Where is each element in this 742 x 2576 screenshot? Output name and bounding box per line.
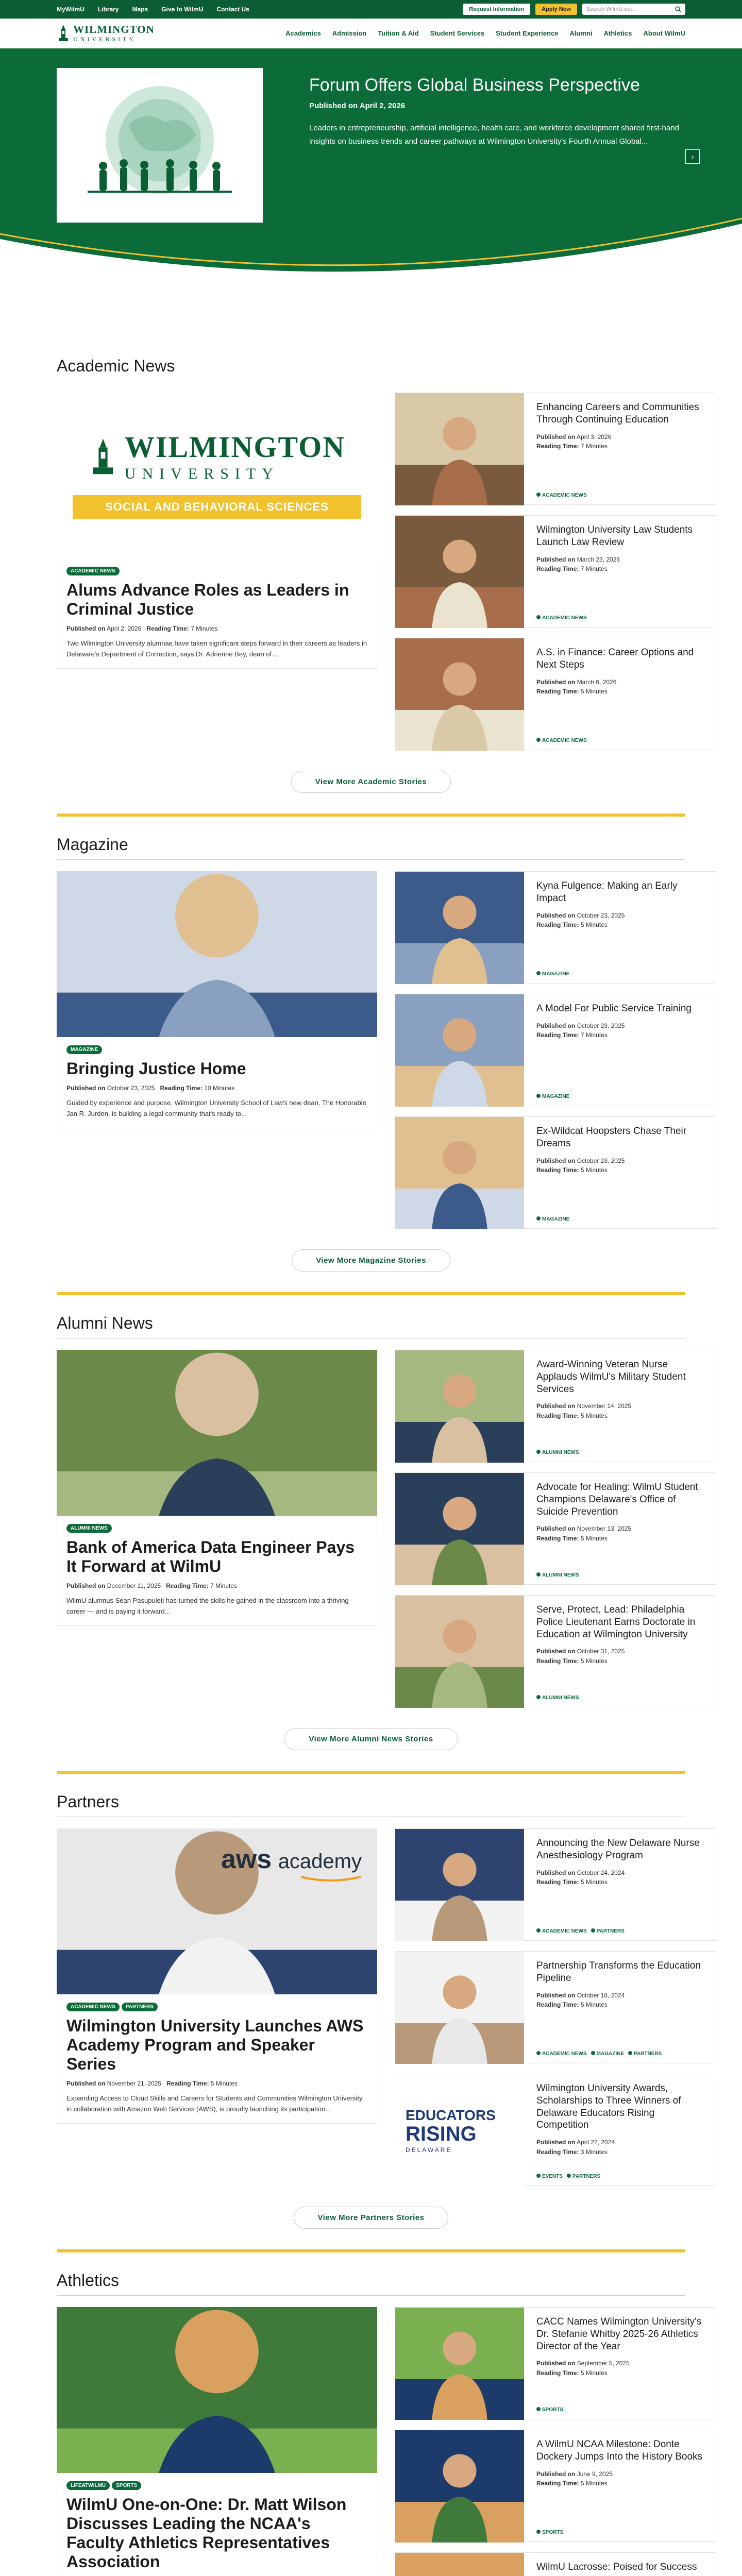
story-card-published: Published on November 13, 2025 [536, 1525, 632, 1533]
section-magazine [0, 817, 742, 1295]
chevron-right-icon[interactable]: › [685, 149, 700, 164]
feature-story-title[interactable]: WilmU One-on-One: Dr. Matt Wilson Discusses Leading the NCAA's Faculty Athletics Representatives Association [66, 2495, 347, 2571]
story-card-body [524, 994, 716, 1106]
story-card-published: Published on April 22, 2024 [536, 2139, 615, 2146]
logo-line2: UNIVERSITY [73, 36, 136, 43]
story-card-reading-time: Reading Time: 5 Minutes [536, 1534, 608, 1542]
university-logo[interactable] [57, 24, 155, 42]
section-academic [0, 296, 742, 817]
story-card-body [524, 1829, 716, 1940]
feature-tags [66, 1523, 367, 1533]
story-card-body [524, 2553, 716, 2576]
hero-text [309, 75, 690, 148]
nav-item-tuition[interactable]: Tuition & Aid [378, 29, 419, 37]
feature-tags [66, 2002, 367, 2011]
feature-story-body [57, 1994, 377, 2124]
story-card-title[interactable]: Serve, Protect, Lead: Philadelphia Police Lieutenant Earns Doctorate in Education at Wilmington University [536, 1604, 696, 1640]
story-card-tags [536, 2174, 707, 2179]
card-tag[interactable]: PARTNERS [591, 1928, 625, 1934]
story-card-published: Published on March 6, 2026 [536, 678, 617, 686]
hero-image[interactable] [57, 68, 263, 223]
section-title: Athletics [57, 2271, 119, 2290]
card-tag[interactable]: MAGAZINE [536, 971, 569, 977]
nav-menu [285, 29, 685, 37]
feature-story-image[interactable] [57, 393, 377, 558]
feature-image-banner: SOCIAL AND BEHAVIORAL SCIENCES [73, 495, 361, 519]
feature-story-image[interactable] [57, 1350, 377, 1516]
story-card-published: Published on October 24, 2024 [536, 1869, 625, 1876]
story-card[interactable] [395, 1951, 716, 2063]
feature-image-wordmark2: UNIVERSITY [124, 465, 279, 482]
hero-title[interactable]: Forum Offers Global Business Perspective [309, 75, 640, 95]
feature-image-aws: aws [221, 1844, 272, 1874]
card-tag[interactable]: PARTNERS [628, 2051, 662, 2057]
nav-item-about[interactable]: About WilmU [643, 29, 685, 37]
story-card-reading-time: Reading Time: 5 Minutes [536, 1657, 608, 1665]
story-card-image[interactable] [395, 1596, 524, 1708]
story-card-reading-time: Reading Time: 7 Minutes [536, 565, 608, 573]
feature-story-image[interactable] [57, 1828, 377, 1994]
story-card-tags [536, 493, 707, 498]
story-card-tags [536, 971, 707, 977]
story-card[interactable] [395, 1472, 716, 1585]
utility-link-library[interactable]: Library [97, 6, 119, 13]
view-more-button[interactable]: View More Partners Stories [294, 2207, 449, 2229]
request-information-button[interactable]: Request Information [463, 4, 530, 15]
story-card[interactable] [395, 638, 716, 750]
feature-story-excerpt: Expanding Access to Cloud Skills and Careers for Students and Communities Wilmington University, in collaboration with Amazon Web Services (AWS), is proudly launching its participation... [66, 2094, 364, 2113]
story-card-title[interactable]: WilmU Lacrosse: Poised for Success [536, 2562, 697, 2572]
main-navigation [0, 19, 742, 48]
feature-story-body [57, 2473, 377, 2576]
story-card-image[interactable] [395, 2553, 524, 2576]
feature-story-excerpt: WilmU alumnus Sean Pasupuleti has turned the skills he gained in the classroom into a thriving career — and is paying it forward... [66, 1597, 349, 1616]
hero-banner [0, 48, 742, 296]
feature-story-meta: Published on November 21, 2025 Reading Time: 5 Minutes [66, 2080, 238, 2088]
feature-tag[interactable]: ACADEMIC NEWS [66, 567, 120, 575]
story-card-published: Published on October 18, 2024 [536, 1991, 625, 1999]
view-more-button[interactable]: View More Alumni News Stories [284, 1728, 457, 1750]
story-card-tags [536, 2407, 707, 2413]
feature-story[interactable] [57, 2307, 377, 2576]
story-card-tags [536, 615, 707, 621]
view-more-button[interactable]: View More Magazine Stories [292, 1249, 450, 1272]
story-card-title[interactable]: Kyna Fulgence: Making an Early Impact [536, 880, 678, 904]
story-card[interactable] [395, 393, 716, 505]
feature-story-body [57, 558, 377, 669]
logo-wordmark [73, 24, 155, 42]
story-card-published: Published on October 23, 2025 [536, 911, 625, 919]
nav-item-academics[interactable]: Academics [285, 29, 321, 37]
search-input[interactable] [582, 4, 685, 15]
story-card-published: Published on October 31, 2025 [536, 1648, 625, 1655]
story-card-body [524, 2074, 716, 2185]
story-card-title[interactable]: Award-Winning Veteran Nurse Applauds WilmU's Military Student Services [536, 1359, 686, 1395]
feature-tag[interactable]: ALUMNI NEWS [66, 1524, 112, 1533]
view-more-wrapper [57, 2207, 685, 2229]
story-card-reading-time: Reading Time: 3 Minutes [536, 2148, 608, 2156]
story-card-reading-time: Reading Time: 7 Minutes [536, 1031, 608, 1039]
story-card-tags [536, 1572, 707, 1578]
story-card-title[interactable]: Partnership Transforms the Education Pipeline [536, 1960, 701, 1984]
story-card[interactable] [395, 2074, 716, 2186]
story-card-tags [536, 1216, 707, 1222]
story-card-published: Published on June 9, 2025 [536, 2470, 613, 2478]
news-sections [0, 296, 742, 2576]
feature-tags [66, 566, 367, 575]
story-card-reading-time: Reading Time: 5 Minutes [536, 1166, 608, 1174]
view-more-wrapper [57, 771, 685, 793]
feature-story-meta: Published on October 23, 2025 Reading Time: 10 Minutes [66, 1084, 234, 1092]
section-grid [57, 1350, 698, 1707]
feature-tag[interactable]: LIFEATWILMU [66, 2481, 110, 2490]
view-more-button[interactable]: View More Academic Stories [291, 771, 451, 793]
search-placeholder: Search WilmU.edu [586, 6, 634, 12]
story-card[interactable] [395, 1116, 716, 1229]
story-card-image[interactable] [395, 2430, 524, 2543]
utility-bar [0, 0, 742, 19]
card-tag[interactable]: EVENTS [536, 2174, 563, 2179]
card-tag[interactable]: ALUMNI NEWS [536, 1572, 579, 1578]
card-tag[interactable]: MAGAZINE [536, 1216, 569, 1222]
story-card-body [524, 2430, 716, 2541]
nav-item-student-experience[interactable]: Student Experience [496, 29, 559, 37]
card-tag[interactable]: ALUMNI NEWS [536, 1450, 579, 1455]
card-image-text2: RISING [406, 2123, 477, 2145]
utility-link-mywilmu[interactable]: MyWilmU [57, 6, 85, 13]
story-card-published: Published on March 23, 2026 [536, 555, 620, 563]
card-tag[interactable]: ACADEMIC NEWS [536, 493, 587, 498]
story-card-title[interactable]: A WilmU NCAA Milestone: Donte Dockery Jumps Into the History Books [536, 2439, 703, 2462]
story-card-body [524, 393, 716, 504]
section-divider [57, 859, 685, 860]
hero-illustration [67, 78, 252, 212]
story-card-image[interactable] [395, 2074, 524, 2187]
feature-tags [66, 2480, 367, 2490]
story-card[interactable] [395, 2307, 716, 2419]
story-card-body [524, 872, 716, 983]
section-athletics [0, 2252, 742, 2576]
utility-actions [463, 4, 685, 15]
nav-item-student-services[interactable]: Student Services [430, 29, 485, 37]
feature-story-image[interactable] [57, 2307, 377, 2473]
story-card-tags [536, 1450, 707, 1455]
nav-item-alumni[interactable]: Alumni [569, 29, 593, 37]
story-card[interactable] [395, 994, 716, 1106]
feature-tag[interactable]: MAGAZINE [66, 1045, 102, 1054]
story-card-tags [536, 1094, 707, 1099]
card-tag[interactable]: ACADEMIC NEWS [536, 1928, 587, 1934]
nav-item-admission[interactable]: Admission [332, 29, 367, 37]
feature-story[interactable] [57, 393, 377, 750]
section-grid [57, 2307, 703, 2576]
story-card-list [395, 393, 716, 750]
story-card[interactable] [395, 2430, 716, 2542]
feature-tag[interactable]: ACADEMIC NEWS [66, 2003, 120, 2011]
story-card-title[interactable]: CACC Names Wilmington University's Dr. Stefanie Whitby 2025-26 Athletics Director of the Year [536, 2316, 702, 2352]
section-title: Academic News [57, 357, 175, 375]
section-title: Alumni News [57, 1314, 153, 1332]
hero-date: Published on April 2, 2026 [309, 101, 406, 110]
story-card-reading-time: Reading Time: 5 Minutes [536, 2369, 608, 2377]
card-tag[interactable]: ACADEMIC NEWS [536, 738, 587, 743]
feature-tags [66, 1044, 367, 1054]
feature-story-title[interactable]: Bringing Justice Home [66, 1059, 246, 1078]
story-card-body [524, 516, 716, 627]
section-partners [0, 1774, 742, 2252]
story-card-reading-time: Reading Time: 7 Minutes [536, 443, 608, 450]
story-card-image[interactable] [395, 516, 524, 628]
feature-story-image[interactable] [57, 871, 377, 1037]
view-more-wrapper [57, 1249, 685, 1272]
card-tag[interactable]: MAGAZINE [591, 2051, 624, 2057]
story-card-title[interactable]: Enhancing Careers and Communities Through Continuing Education [536, 402, 699, 425]
story-card-body [524, 1952, 716, 2063]
story-card[interactable] [395, 871, 716, 984]
story-card-title[interactable]: Wilmington University Law Students Launch Law Review [536, 524, 693, 548]
section-grid [57, 393, 699, 750]
story-card-reading-time: Reading Time: 5 Minutes [536, 921, 608, 929]
story-card-image[interactable] [395, 638, 524, 751]
story-card-image[interactable] [395, 1829, 524, 1941]
feature-story[interactable] [57, 1828, 377, 2186]
story-card-body [524, 638, 716, 750]
story-card-tags [536, 2530, 707, 2535]
tower-logo-icon [89, 437, 117, 478]
section-grid [57, 1828, 701, 2186]
story-card-image[interactable] [395, 1952, 524, 2064]
section-title: Magazine [57, 835, 128, 854]
story-card-tags [536, 2051, 707, 2057]
utility-link-contact[interactable]: Contact Us [216, 6, 249, 13]
story-card-reading-time: Reading Time: 5 Minutes [536, 1412, 608, 1419]
story-card-reading-time: Reading Time: 5 Minutes [536, 1878, 608, 1886]
feature-story-body [57, 1516, 377, 1626]
feature-story-body [57, 1037, 377, 1128]
story-card-image[interactable] [395, 393, 524, 505]
story-card-published: Published on November 14, 2025 [536, 1402, 632, 1410]
story-card-list [395, 1828, 716, 2186]
feature-tag[interactable]: PARTNERS [122, 2003, 158, 2011]
story-card-published: Published on October 23, 2025 [536, 1022, 625, 1029]
story-card-tags [536, 738, 707, 743]
story-card-title[interactable]: Wilmington University Awards, Scholarships to Three Winners of Delaware Educators Rising Competition [536, 2083, 681, 2131]
card-tag[interactable]: ACADEMIC NEWS [536, 2051, 587, 2057]
story-card-list [395, 2307, 716, 2576]
card-tag[interactable]: MAGAZINE [536, 1094, 569, 1099]
story-card-list [395, 871, 716, 1229]
utility-link-give[interactable]: Give to WilmU [161, 6, 204, 13]
feature-story[interactable] [57, 1350, 377, 1707]
feature-story-meta: Published on April 2, 2026 Reading Time: 7 Minutes [66, 625, 218, 633]
feature-image-academy: academy [278, 1850, 362, 1873]
search-icon[interactable] [675, 6, 681, 12]
story-card-image[interactable] [395, 994, 524, 1107]
story-card-body [524, 1117, 716, 1228]
card-tag[interactable]: SPORTS [536, 2407, 563, 2413]
section-alumni [0, 1295, 742, 1774]
story-card[interactable] [395, 1828, 716, 1941]
utility-link-maps[interactable]: Maps [132, 6, 148, 13]
story-card[interactable] [395, 1595, 716, 1707]
story-card-reading-time: Reading Time: 5 Minutes [536, 2480, 608, 2487]
card-tag[interactable]: ALUMNI NEWS [536, 1695, 579, 1701]
card-tag[interactable]: ACADEMIC NEWS [536, 615, 587, 621]
card-tag[interactable]: SPORTS [536, 2530, 563, 2535]
feature-tag[interactable]: SPORTS [112, 2481, 141, 2490]
story-card-published: Published on April 3, 2026 [536, 433, 612, 440]
story-card[interactable] [395, 2552, 716, 2576]
story-card-tags [536, 1695, 707, 1701]
story-card-reading-time: Reading Time: 5 Minutes [536, 688, 608, 696]
utility-links [57, 6, 249, 13]
story-card-body [524, 1596, 716, 1707]
story-card-published: Published on September 5, 2025 [536, 2360, 630, 2367]
story-card-image[interactable] [395, 2308, 524, 2420]
story-card-body [524, 1473, 716, 1584]
card-tag[interactable]: PARTNERS [567, 2174, 600, 2179]
story-card-title[interactable]: Announcing the New Delaware Nurse Anesthesiology Program [536, 1838, 700, 1861]
feature-story[interactable] [57, 871, 377, 1229]
feature-story-title[interactable]: Bank of America Data Engineer Pays It Forward at WilmU [66, 1538, 355, 1576]
section-divider [57, 2295, 685, 2296]
story-card-title[interactable]: Advocate for Healing: WilmU Student Champions Delaware's Office of Suicide Prevention [536, 1482, 698, 1517]
story-card-reading-time: Reading Time: 5 Minutes [536, 2001, 608, 2009]
story-card-image[interactable] [395, 872, 524, 984]
apply-now-button[interactable]: Apply Now [535, 4, 577, 15]
story-card-image[interactable] [395, 1473, 524, 1585]
story-card-title[interactable]: Ex-Wildcat Hoopsters Chase Their Dreams [536, 1126, 687, 1149]
hero-summary: Leaders in entrepreneurship, artificial intelligence, health care, and workforce development shared first-hand insights on business trends and career pathways at Wilmington University's Fourth Annual Global... [309, 124, 679, 146]
story-card-image[interactable] [395, 1117, 524, 1229]
view-more-wrapper [57, 1728, 685, 1750]
logo-line1: WILMINGTON [73, 23, 155, 36]
story-card-published: Published on October 23, 2025 [536, 1157, 625, 1164]
story-card-body [524, 1350, 716, 1462]
card-image-text3: DELAWARE [406, 2146, 452, 2154]
story-card[interactable] [395, 515, 716, 628]
story-card-list [395, 1350, 716, 1707]
tower-logo-icon [57, 25, 70, 42]
story-card[interactable] [395, 1350, 716, 1462]
story-card-tags [536, 1928, 707, 1934]
story-card-body [524, 2308, 716, 2419]
feature-image-wordmark: WILMINGTON [124, 430, 346, 464]
feature-story-excerpt: Guided by experience and purpose, Wilmington University School of Law's new dean, The Honorable Jan R. Jurden, is building a legal community that's ready to... [66, 1099, 366, 1117]
feature-story-title[interactable]: Wilmington University Launches AWS Academy Program and Speaker Series [66, 2016, 364, 2074]
section-grid [57, 871, 692, 1229]
nav-item-athletics[interactable]: Athletics [603, 29, 632, 37]
feature-story-excerpt: Two Wilmington University alumnae have taken significant steps forward in their careers as leaders in Delaware's Department of Correction, says Dr. Adrienne Bey, dean of... [66, 639, 367, 658]
story-card-title[interactable]: A Model For Public Service Training [536, 1003, 692, 1014]
card-image-text1: EDUCATORS [406, 2107, 496, 2123]
feature-story-title[interactable]: Alums Advance Roles as Leaders in Criminal Justice [66, 581, 349, 619]
feature-story-meta: Published on December 11, 2025 Reading Time: 7 Minutes [66, 1582, 238, 1590]
story-card-image[interactable] [395, 1350, 524, 1463]
section-title: Partners [57, 1792, 119, 1811]
story-card-title[interactable]: A.S. in Finance: Career Options and Next Steps [536, 647, 694, 670]
